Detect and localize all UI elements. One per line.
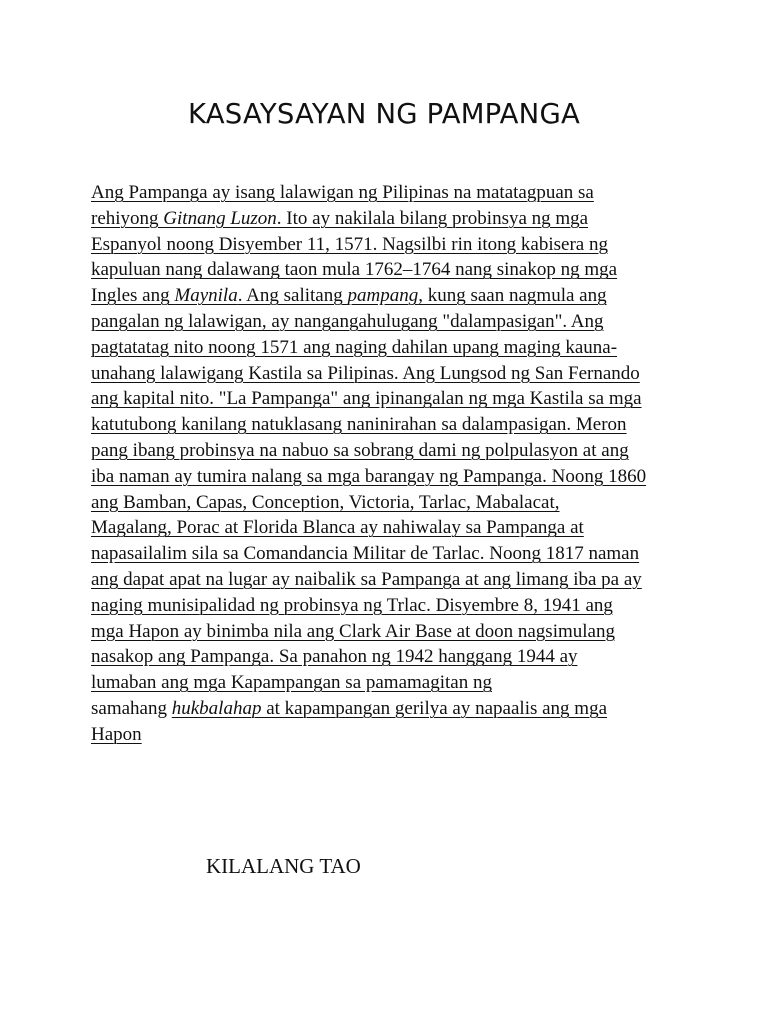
line-text: pagtatatag nito noong 1571 ang naging dahilan upang maging kauna- xyxy=(91,336,618,358)
line-text: napasailalim sila sa Comandancia Militar de Tarlac. Noong 1817 naman xyxy=(91,543,640,565)
paragraph-line xyxy=(91,180,691,206)
paragraph-line xyxy=(91,619,691,645)
italic-term xyxy=(163,208,277,229)
line-text: ang Bamban, Capas, Conception, Victoria, Tarlac, Mabalacat, xyxy=(91,491,560,513)
paragraph-line xyxy=(91,515,691,541)
paragraph-line xyxy=(91,464,691,490)
line-text: at kapampangan gerilya ay napaalis ang mga xyxy=(261,697,608,719)
italic-term xyxy=(172,698,262,719)
paragraph-line xyxy=(91,593,691,619)
line-text: pang ibang probinsya na nabuo sa sobrang dami ng polpulasyon at ang xyxy=(91,439,629,461)
paragraph-line xyxy=(91,232,691,258)
line-text: , kung saan nagmula ang xyxy=(418,285,607,307)
paragraph-line xyxy=(91,361,691,387)
paragraph-line xyxy=(91,670,691,696)
italic-text: Gitnang Luzon xyxy=(163,207,277,229)
line-text: Magalang, Porac at Florida Blanca ay nahiwalay sa Pampanga at xyxy=(91,517,584,539)
paragraph-line xyxy=(91,206,691,232)
italic-text: Maynila xyxy=(174,285,238,307)
paragraph-line xyxy=(91,541,691,567)
paragraph-line xyxy=(91,438,691,464)
paragraph-line xyxy=(91,283,691,309)
line-text: . Ang salitang xyxy=(237,285,348,307)
line-text: mga Hapon ay binimba nila ang Clark Air Base at doon nagsimulang xyxy=(91,620,615,642)
paragraph-line xyxy=(91,257,691,283)
line-text: iba naman ay tumira nalang sa mga barangay ng Pampanga. Noong 1860 xyxy=(91,465,647,487)
line-text: Hapon xyxy=(91,723,142,745)
line-text: rehiyong xyxy=(91,207,164,229)
paragraph-line xyxy=(91,722,691,748)
line-text: Ingles ang xyxy=(91,285,175,307)
italic-term xyxy=(174,285,237,306)
line-text: lumaban ang mga Kapampangan sa pamamagitan ng xyxy=(91,672,492,694)
italic-text: hukbalahap xyxy=(171,697,262,719)
line-text: nasakop ang Pampanga. Sa panahon ng 1942 hanggang 1944 ay xyxy=(91,646,578,668)
paragraph-line xyxy=(91,644,691,670)
italic-term xyxy=(347,285,418,306)
line-text: pangalan ng lalawigan, ay nangangahulugang "dalampasigan". Ang xyxy=(91,310,604,332)
italic-text: pampang xyxy=(347,285,419,307)
line-text: unahang lalawigang Kastila sa Pilipinas. Ang Lungsod ng San Fernando xyxy=(91,362,640,384)
paragraph-line xyxy=(91,567,691,593)
history-paragraph xyxy=(91,180,691,748)
paragraph-line xyxy=(91,490,691,516)
line-text: Espanyol noong Disyember 11, 1571. Nagsilbi rin itong kabisera ng xyxy=(91,233,608,255)
line-text: naging munisipalidad ng probinsya ng Trlac. Disyembre 8, 1941 ang xyxy=(91,594,613,616)
line-text: samahang xyxy=(91,697,172,719)
section-heading: KILALANG TAO xyxy=(206,854,361,878)
paragraph-line xyxy=(91,386,691,412)
paragraph-line xyxy=(91,335,691,361)
paragraph-line xyxy=(91,696,691,722)
paragraph-line xyxy=(91,412,691,438)
line-text: Ang Pampanga ay isang lalawigan ng Pilipinas na matatagpuan sa xyxy=(91,182,594,203)
line-text: ang dapat apat na lugar ay naibalik sa Pampanga at ang limang iba pa ay xyxy=(91,568,642,590)
line-text: . Ito ay nakilala bilang probinsya ng mga xyxy=(276,207,589,229)
paragraph-line xyxy=(91,309,691,335)
line-text: ang kapital nito. "La Pampanga" ang ipinangalan ng mga Kastila sa mga xyxy=(91,388,642,410)
document-title: KASAYSAYAN NG PAMPANGA xyxy=(188,98,580,130)
line-text: kapuluan nang dalawang taon mula 1762–1764 nang sinakop ng mga xyxy=(91,259,618,281)
line-text: katutubong kanilang natuklasang naninirahan sa dalampasigan. Meron xyxy=(91,414,627,436)
